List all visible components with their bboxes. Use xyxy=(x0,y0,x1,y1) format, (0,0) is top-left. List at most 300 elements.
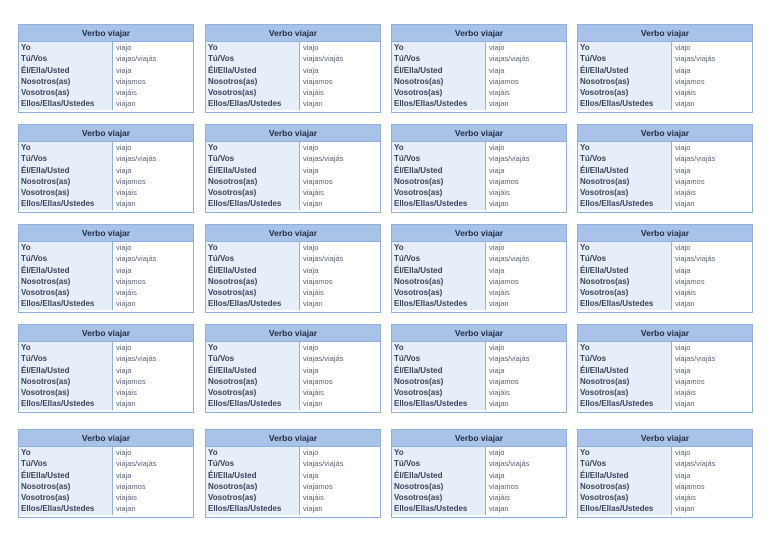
verb-form: viajas/viajás xyxy=(489,354,530,364)
pronoun-label: Tú/Vos xyxy=(208,459,235,469)
verb-form: viajáis xyxy=(489,388,510,398)
pronoun-label: Yo xyxy=(208,343,218,352)
verb-form: viajan xyxy=(303,199,323,209)
verb-form: viajamos xyxy=(489,176,519,186)
pronoun-label: Nosotros(as) xyxy=(21,376,71,386)
verb-form: viajan xyxy=(303,99,323,109)
card-title: Verbo viajar xyxy=(578,225,752,242)
card-title: Verbo viajar xyxy=(19,325,193,342)
verb-form: viajo xyxy=(303,343,319,352)
verb-form: viajas/viajás xyxy=(116,254,157,264)
pronoun-label: Él/Ella/Usted xyxy=(580,265,629,275)
conjugation-card xyxy=(18,224,194,313)
pronoun-label: Ellos/Ellas/Ustedes xyxy=(580,504,654,514)
pronoun-label: Tú/Vos xyxy=(394,354,421,364)
pronoun-label: Él/Ella/Usted xyxy=(208,365,257,375)
pronoun-column xyxy=(19,42,113,110)
verb-form: viajan xyxy=(489,299,509,309)
pronoun-label: Nosotros(as) xyxy=(208,376,258,386)
pronoun-column xyxy=(578,142,672,210)
verb-form: viajamos xyxy=(675,76,705,86)
verb-form: viajáis xyxy=(675,288,696,298)
pronoun-column xyxy=(392,142,486,210)
pronoun-label: Tú/Vos xyxy=(208,54,235,64)
pronoun-label: Nosotros(as) xyxy=(21,176,71,186)
pronoun-label: Vosotros(as) xyxy=(394,288,443,298)
verb-form: viajáis xyxy=(116,88,137,98)
verb-form: viajáis xyxy=(116,288,137,298)
verb-form-column xyxy=(486,447,566,515)
card-title: Verbo viajar xyxy=(19,125,193,142)
pronoun-label: Ellos/Ellas/Ustedes xyxy=(394,399,468,409)
card-title: Verbo viajar xyxy=(19,25,193,42)
pronoun-label: Él/Ella/Usted xyxy=(208,165,257,175)
verb-form: viajas/viajás xyxy=(116,354,157,364)
conjugation-table xyxy=(578,242,752,310)
verb-form: viajan xyxy=(675,504,695,514)
pronoun-label: Ellos/Ellas/Ustedes xyxy=(394,99,468,109)
pronoun-label: Ellos/Ellas/Ustedes xyxy=(21,399,95,409)
pronoun-column xyxy=(578,447,672,515)
pronoun-label: Nosotros(as) xyxy=(208,481,258,491)
pronoun-label: Él/Ella/Usted xyxy=(208,265,257,275)
verb-form: viajas/viajás xyxy=(116,54,157,64)
pronoun-label: Yo xyxy=(580,343,590,352)
conjugation-card xyxy=(577,324,753,413)
conjugation-card xyxy=(391,429,567,518)
verb-form: viajamos xyxy=(489,276,519,286)
conjugation-table xyxy=(578,142,752,210)
pronoun-label: Vosotros(as) xyxy=(208,88,257,98)
pronoun-label: Vosotros(as) xyxy=(21,288,70,298)
verb-form: viajáis xyxy=(303,493,324,503)
verb-form: viajo xyxy=(303,43,319,52)
verb-form: viajas/viajás xyxy=(675,354,716,364)
verb-form: viajo xyxy=(116,143,132,152)
verb-form: viajo xyxy=(116,243,132,252)
verb-form: viajamos xyxy=(116,276,146,286)
conjugation-card xyxy=(577,24,753,113)
verb-form: viajo xyxy=(675,343,691,352)
verb-form: viajan xyxy=(489,199,509,209)
verb-form: viajamos xyxy=(116,76,146,86)
pronoun-column xyxy=(206,242,300,310)
verb-form: viajo xyxy=(489,448,505,457)
pronoun-label: Ellos/Ellas/Ustedes xyxy=(21,299,95,309)
verb-form: viajo xyxy=(675,143,691,152)
verb-form: viaja xyxy=(489,65,505,75)
pronoun-label: Nosotros(as) xyxy=(394,76,444,86)
verb-form-column xyxy=(486,342,566,410)
pronoun-label: Él/Ella/Usted xyxy=(394,65,443,75)
pronoun-label: Nosotros(as) xyxy=(580,76,630,86)
pronoun-label: Yo xyxy=(21,43,31,52)
verb-form: viajáis xyxy=(303,288,324,298)
verb-form: viajáis xyxy=(489,493,510,503)
pronoun-label: Vosotros(as) xyxy=(580,388,629,398)
pronoun-column xyxy=(392,342,486,410)
verb-form: viajan xyxy=(675,399,695,409)
pronoun-label: Vosotros(as) xyxy=(208,188,257,198)
pronoun-label: Tú/Vos xyxy=(580,54,607,64)
verb-form: viajamos xyxy=(675,481,705,491)
verb-form: viajo xyxy=(116,343,132,352)
card-title: Verbo viajar xyxy=(578,25,752,42)
verb-form-column xyxy=(300,342,380,410)
pronoun-label: Nosotros(as) xyxy=(394,176,444,186)
pronoun-label: Vosotros(as) xyxy=(21,88,70,98)
pronoun-label: Vosotros(as) xyxy=(21,388,70,398)
pronoun-label: Ellos/Ellas/Ustedes xyxy=(208,399,282,409)
verb-form: viajáis xyxy=(675,493,696,503)
pronoun-label: Yo xyxy=(21,243,31,252)
pronoun-column xyxy=(206,447,300,515)
conjugation-table xyxy=(19,242,193,310)
verb-form: viajamos xyxy=(675,276,705,286)
pronoun-label: Yo xyxy=(208,143,218,152)
pronoun-column xyxy=(19,342,113,410)
pronoun-label: Él/Ella/Usted xyxy=(208,470,257,480)
pronoun-label: Él/Ella/Usted xyxy=(208,65,257,75)
pronoun-label: Yo xyxy=(580,448,590,457)
pronoun-label: Nosotros(as) xyxy=(21,481,71,491)
pronoun-column xyxy=(578,242,672,310)
verb-form: viajan xyxy=(489,399,509,409)
pronoun-label: Yo xyxy=(580,43,590,52)
verb-form: viajan xyxy=(116,504,136,514)
verb-form: viajamos xyxy=(303,276,333,286)
pronoun-label: Nosotros(as) xyxy=(208,76,258,86)
pronoun-label: Yo xyxy=(21,448,31,457)
verb-form: viajo xyxy=(675,243,691,252)
verb-form: viajáis xyxy=(489,288,510,298)
verb-form: viajas/viajás xyxy=(675,254,716,264)
pronoun-label: Tú/Vos xyxy=(394,154,421,164)
pronoun-column xyxy=(19,447,113,515)
card-title: Verbo viajar xyxy=(578,125,752,142)
verb-form-column xyxy=(672,142,752,210)
card-title: Verbo viajar xyxy=(206,430,380,447)
conjugation-card xyxy=(391,224,567,313)
verb-form: viajo xyxy=(303,243,319,252)
verb-form-column xyxy=(113,342,193,410)
conjugation-table xyxy=(19,342,193,410)
verb-form: viaja xyxy=(489,470,505,480)
pronoun-column xyxy=(206,142,300,210)
card-title: Verbo viajar xyxy=(392,225,566,242)
verb-form: viaja xyxy=(675,65,691,75)
verb-form: viajas/viajás xyxy=(303,459,344,469)
verb-form: viajan xyxy=(303,299,323,309)
pronoun-label: Ellos/Ellas/Ustedes xyxy=(394,199,468,209)
conjugation-card xyxy=(391,124,567,213)
pronoun-label: Tú/Vos xyxy=(580,254,607,264)
card-title: Verbo viajar xyxy=(206,225,380,242)
conjugation-card xyxy=(205,324,381,413)
verb-form: viajan xyxy=(675,199,695,209)
pronoun-label: Él/Ella/Usted xyxy=(394,365,443,375)
pronoun-label: Ellos/Ellas/Ustedes xyxy=(208,199,282,209)
pronoun-label: Nosotros(as) xyxy=(394,481,444,491)
pronoun-label: Él/Ella/Usted xyxy=(580,365,629,375)
verb-form-column xyxy=(486,142,566,210)
pronoun-label: Ellos/Ellas/Ustedes xyxy=(208,299,282,309)
verb-form: viajáis xyxy=(116,388,137,398)
verb-form: viajamos xyxy=(675,376,705,386)
conjugation-table xyxy=(206,42,380,110)
pronoun-label: Nosotros(as) xyxy=(208,176,258,186)
verb-form: viajan xyxy=(489,504,509,514)
verb-form: viajo xyxy=(675,43,691,52)
pronoun-label: Tú/Vos xyxy=(394,459,421,469)
pronoun-label: Tú/Vos xyxy=(21,254,48,264)
verb-form-column xyxy=(672,342,752,410)
pronoun-label: Vosotros(as) xyxy=(394,188,443,198)
verb-form-column xyxy=(113,42,193,110)
card-title: Verbo viajar xyxy=(206,325,380,342)
verb-form: viajáis xyxy=(489,88,510,98)
card-title: Verbo viajar xyxy=(19,430,193,447)
conjugation-table xyxy=(19,142,193,210)
verb-form: viaja xyxy=(303,165,319,175)
pronoun-label: Ellos/Ellas/Ustedes xyxy=(394,504,468,514)
pronoun-label: Ellos/Ellas/Ustedes xyxy=(580,99,654,109)
verb-form: viajan xyxy=(116,199,136,209)
pronoun-column xyxy=(392,242,486,310)
verb-form: viaja xyxy=(116,165,132,175)
verb-form: viajo xyxy=(489,343,505,352)
verb-form: viajáis xyxy=(675,88,696,98)
pronoun-label: Yo xyxy=(208,243,218,252)
pronoun-label: Yo xyxy=(394,448,404,457)
pronoun-label: Vosotros(as) xyxy=(394,388,443,398)
verb-form: viajo xyxy=(116,448,132,457)
verb-form: viajas/viajás xyxy=(675,54,716,64)
pronoun-label: Tú/Vos xyxy=(208,254,235,264)
verb-form: viajan xyxy=(489,99,509,109)
pronoun-label: Vosotros(as) xyxy=(580,188,629,198)
verb-form: viajamos xyxy=(303,376,333,386)
pronoun-label: Él/Ella/Usted xyxy=(394,470,443,480)
conjugation-card xyxy=(18,24,194,113)
pronoun-column xyxy=(578,42,672,110)
verb-form: viaja xyxy=(116,265,132,275)
verb-form-column xyxy=(486,242,566,310)
conjugation-table xyxy=(392,342,566,410)
verb-form: viajas/viajás xyxy=(303,154,344,164)
verb-form: viajamos xyxy=(303,481,333,491)
verb-form: viajan xyxy=(116,399,136,409)
pronoun-label: Él/Ella/Usted xyxy=(21,365,70,375)
verb-form-column xyxy=(300,142,380,210)
card-title: Verbo viajar xyxy=(392,430,566,447)
verb-form: viajan xyxy=(675,99,695,109)
pronoun-label: Nosotros(as) xyxy=(208,276,258,286)
conjugation-table xyxy=(206,142,380,210)
verb-form: viaja xyxy=(303,65,319,75)
pronoun-label: Nosotros(as) xyxy=(580,481,630,491)
pronoun-label: Tú/Vos xyxy=(21,354,48,364)
pronoun-column xyxy=(206,342,300,410)
pronoun-label: Nosotros(as) xyxy=(21,76,71,86)
verb-form: viaja xyxy=(303,470,319,480)
conjugation-card xyxy=(577,224,753,313)
pronoun-label: Tú/Vos xyxy=(21,459,48,469)
verb-form-column xyxy=(486,42,566,110)
pronoun-label: Yo xyxy=(580,243,590,252)
conjugation-card xyxy=(391,24,567,113)
conjugation-card xyxy=(205,124,381,213)
pronoun-label: Yo xyxy=(394,243,404,252)
pronoun-label: Nosotros(as) xyxy=(580,376,630,386)
card-title: Verbo viajar xyxy=(206,25,380,42)
conjugation-card xyxy=(205,24,381,113)
pronoun-column xyxy=(19,142,113,210)
verb-form-column xyxy=(672,242,752,310)
verb-form: viaja xyxy=(116,365,132,375)
conjugation-table xyxy=(392,447,566,515)
verb-form-column xyxy=(300,447,380,515)
pronoun-label: Ellos/Ellas/Ustedes xyxy=(21,199,95,209)
pronoun-column xyxy=(578,342,672,410)
verb-form: viajamos xyxy=(489,76,519,86)
conjugation-card xyxy=(18,429,194,518)
conjugation-table xyxy=(206,342,380,410)
pronoun-label: Él/Ella/Usted xyxy=(21,470,70,480)
verb-form: viajas/viajás xyxy=(116,154,157,164)
pronoun-label: Nosotros(as) xyxy=(580,276,630,286)
verb-form-column xyxy=(113,242,193,310)
pronoun-label: Vosotros(as) xyxy=(21,493,70,503)
pronoun-label: Vosotros(as) xyxy=(580,88,629,98)
pronoun-label: Ellos/Ellas/Ustedes xyxy=(580,199,654,209)
verb-form: viajo xyxy=(489,243,505,252)
verb-form: viajas/viajás xyxy=(303,54,344,64)
pronoun-label: Vosotros(as) xyxy=(208,388,257,398)
conjugation-card xyxy=(577,124,753,213)
pronoun-label: Vosotros(as) xyxy=(21,188,70,198)
conjugation-table xyxy=(206,242,380,310)
verb-form: viajas/viajás xyxy=(675,154,716,164)
pronoun-label: Él/Ella/Usted xyxy=(580,165,629,175)
verb-form-column xyxy=(672,42,752,110)
verb-form: viajan xyxy=(675,299,695,309)
verb-form: viajas/viajás xyxy=(303,254,344,264)
pronoun-label: Yo xyxy=(21,143,31,152)
verb-form: viajo xyxy=(489,43,505,52)
verb-form: viaja xyxy=(489,365,505,375)
verb-form: viaja xyxy=(116,470,132,480)
pronoun-label: Tú/Vos xyxy=(394,54,421,64)
pronoun-label: Yo xyxy=(208,43,218,52)
verb-form: viajan xyxy=(116,299,136,309)
conjugation-card xyxy=(205,429,381,518)
verb-form: viajamos xyxy=(303,76,333,86)
conjugation-card xyxy=(18,324,194,413)
conjugation-table xyxy=(578,42,752,110)
verb-form: viajo xyxy=(303,448,319,457)
pronoun-label: Él/Ella/Usted xyxy=(394,165,443,175)
pronoun-label: Él/Ella/Usted xyxy=(580,470,629,480)
verb-form: viajas/viajás xyxy=(116,459,157,469)
conjugation-card xyxy=(205,224,381,313)
verb-form: viajas/viajás xyxy=(489,54,530,64)
verb-form: viaja xyxy=(489,265,505,275)
conjugation-card xyxy=(391,324,567,413)
verb-form: viajamos xyxy=(489,376,519,386)
conjugation-table xyxy=(392,142,566,210)
pronoun-label: Ellos/Ellas/Ustedes xyxy=(580,299,654,309)
verb-form: viaja xyxy=(675,165,691,175)
card-title: Verbo viajar xyxy=(206,125,380,142)
verb-form: viajo xyxy=(489,143,505,152)
pronoun-label: Ellos/Ellas/Ustedes xyxy=(394,299,468,309)
verb-form: viaja xyxy=(675,470,691,480)
verb-form: viajas/viajás xyxy=(489,154,530,164)
verb-form: viajáis xyxy=(675,188,696,198)
pronoun-label: Tú/Vos xyxy=(580,459,607,469)
pronoun-label: Él/Ella/Usted xyxy=(394,265,443,275)
verb-form: viaja xyxy=(116,65,132,75)
verb-form: viajáis xyxy=(116,493,137,503)
verb-form-column xyxy=(113,447,193,515)
verb-form: viajan xyxy=(303,399,323,409)
card-title: Verbo viajar xyxy=(578,325,752,342)
pronoun-label: Tú/Vos xyxy=(21,154,48,164)
verb-form: viajamos xyxy=(116,176,146,186)
pronoun-label: Vosotros(as) xyxy=(394,88,443,98)
verb-form: viaja xyxy=(303,265,319,275)
verb-form: viaja xyxy=(675,265,691,275)
card-title: Verbo viajar xyxy=(392,125,566,142)
verb-form: viajas/viajás xyxy=(675,459,716,469)
pronoun-label: Tú/Vos xyxy=(208,154,235,164)
verb-form: viajo xyxy=(303,143,319,152)
pronoun-label: Yo xyxy=(208,448,218,457)
verb-form-column xyxy=(300,242,380,310)
pronoun-label: Nosotros(as) xyxy=(394,276,444,286)
verb-form: viajamos xyxy=(675,176,705,186)
conjugation-table xyxy=(19,447,193,515)
pronoun-label: Ellos/Ellas/Ustedes xyxy=(21,99,95,109)
pronoun-column xyxy=(392,42,486,110)
conjugation-table xyxy=(578,342,752,410)
conjugation-table xyxy=(19,42,193,110)
verb-form: viajas/viajás xyxy=(303,354,344,364)
verb-form: viajas/viajás xyxy=(489,459,530,469)
pronoun-label: Nosotros(as) xyxy=(394,376,444,386)
pronoun-label: Tú/Vos xyxy=(208,354,235,364)
conjugation-table xyxy=(392,242,566,310)
verb-form: viaja xyxy=(675,365,691,375)
verb-form: viajan xyxy=(303,504,323,514)
pronoun-column xyxy=(392,447,486,515)
pronoun-label: Nosotros(as) xyxy=(21,276,71,286)
pronoun-label: Yo xyxy=(21,343,31,352)
pronoun-label: Vosotros(as) xyxy=(394,493,443,503)
pronoun-label: Vosotros(as) xyxy=(208,288,257,298)
pronoun-label: Tú/Vos xyxy=(21,54,48,64)
pronoun-label: Yo xyxy=(580,143,590,152)
pronoun-column xyxy=(19,242,113,310)
verb-form: viajamos xyxy=(489,481,519,491)
pronoun-label: Nosotros(as) xyxy=(580,176,630,186)
pronoun-label: Vosotros(as) xyxy=(208,493,257,503)
pronoun-label: Ellos/Ellas/Ustedes xyxy=(208,504,282,514)
pronoun-label: Yo xyxy=(394,343,404,352)
pronoun-label: Tú/Vos xyxy=(580,354,607,364)
verb-form: viajáis xyxy=(489,188,510,198)
